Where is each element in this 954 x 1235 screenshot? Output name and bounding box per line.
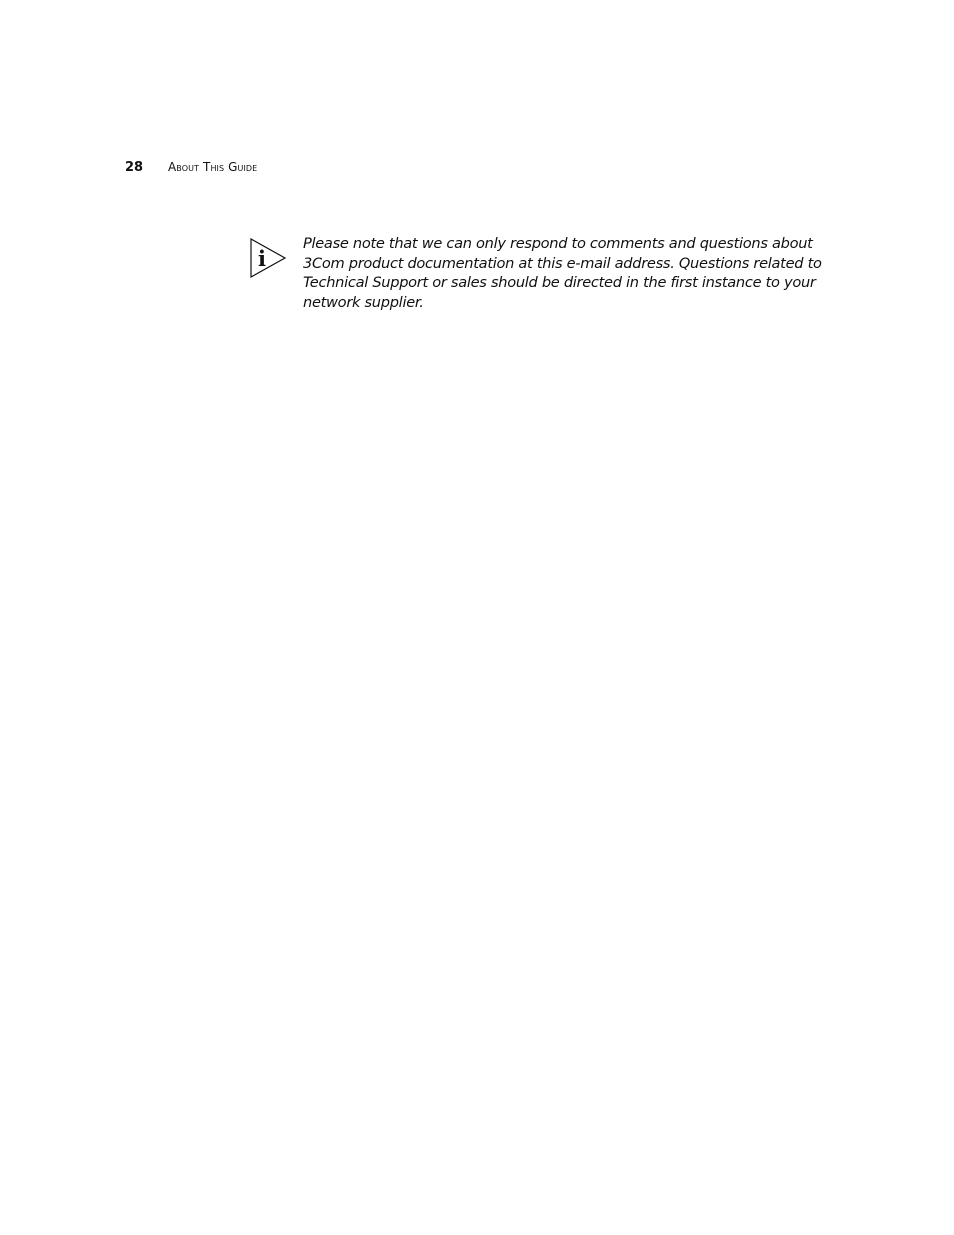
note-text: Please note that we can only respond to comments and questions about 3Com product documentation at this e-mail address. Questions related to Technical Support or sales should be directed in the first instance to your network supplier. — [303, 235, 822, 311]
running-header — [125, 160, 257, 180]
info-icon — [250, 238, 286, 278]
page-number: 28 — [125, 160, 144, 175]
svg-text:i: i — [258, 246, 266, 271]
header-title: About This Guide — [168, 160, 258, 174]
